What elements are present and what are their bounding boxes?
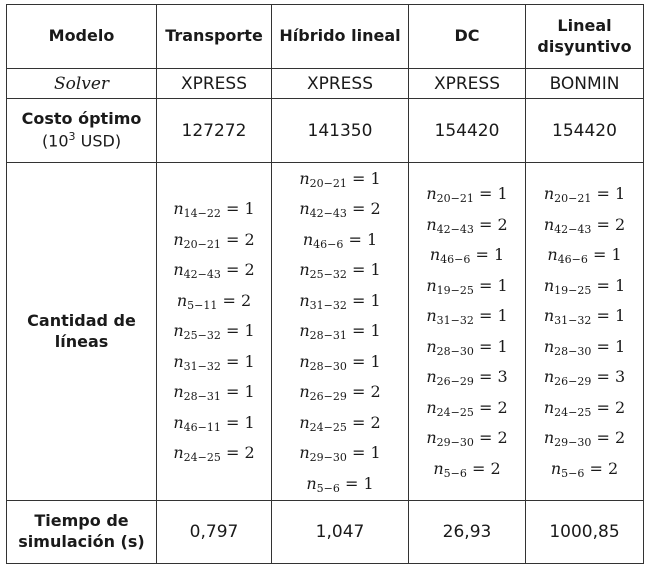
- lines-label-line1: Cantidad de: [27, 310, 136, 330]
- branch-subscript: 28−30: [554, 344, 592, 358]
- branch-subscript: 31−32: [309, 298, 347, 312]
- cost-value: 154420: [526, 99, 644, 163]
- variable-n: n: [299, 168, 310, 188]
- variable-n: n: [426, 214, 437, 234]
- solver-row: [7, 69, 644, 99]
- branch-subscript: 42−43: [554, 222, 592, 236]
- equals-sign: =: [346, 412, 371, 432]
- variable-n: n: [299, 382, 310, 402]
- line-count-equation: [530, 362, 639, 393]
- line-count-value: 1: [611, 245, 622, 265]
- branch-subscript: 5−6: [316, 481, 340, 495]
- line-count-value: 2: [614, 428, 626, 448]
- variable-n: n: [173, 443, 184, 463]
- branch-subscript: 28−30: [309, 359, 347, 373]
- equals-sign: =: [591, 397, 615, 417]
- line-count-equation: [530, 423, 639, 454]
- variable-n: n: [302, 229, 314, 249]
- variable-n: n: [543, 428, 555, 448]
- variable-n: n: [426, 275, 437, 295]
- branch-subscript: 46−6: [557, 253, 588, 267]
- time-label-line2: simulación (s): [18, 531, 145, 551]
- variable-n: n: [173, 260, 184, 280]
- variable-n: n: [426, 184, 437, 204]
- equals-sign: =: [220, 199, 245, 219]
- equals-sign: =: [470, 245, 494, 265]
- line-count-value: 1: [614, 306, 626, 326]
- line-count-equation: [161, 408, 267, 439]
- line-count-value: 1: [614, 275, 626, 295]
- branch-subscript: 31−32: [436, 314, 474, 328]
- branch-subscript: 26−29: [554, 375, 592, 389]
- variable-n: n: [299, 290, 310, 310]
- line-count-value: 2: [490, 458, 501, 478]
- line-count-value: 2: [497, 397, 508, 417]
- branch-subscript: 24−25: [436, 405, 474, 419]
- variable-n: n: [306, 473, 317, 493]
- line-count-value: 2: [614, 397, 626, 417]
- equals-sign: =: [346, 382, 371, 402]
- variable-n: n: [426, 397, 437, 417]
- equals-sign: =: [473, 336, 498, 356]
- header-dc: DC: [409, 5, 526, 69]
- line-count-value: 2: [607, 458, 619, 478]
- line-count-equation: [276, 286, 404, 317]
- branch-subscript: 19−25: [436, 283, 474, 297]
- branch-subscript: 46−6: [313, 237, 344, 251]
- equals-sign: =: [220, 260, 245, 280]
- equals-sign: =: [466, 458, 491, 478]
- line-count-equation: [276, 255, 404, 286]
- branch-subscript: 42−43: [183, 268, 221, 282]
- time-row: [7, 500, 644, 563]
- equals-sign: =: [591, 306, 615, 326]
- branch-subscript: 5−6: [443, 466, 467, 480]
- equals-sign: =: [346, 321, 371, 341]
- line-count-equation: [276, 194, 404, 225]
- branch-subscript: 20−21: [183, 237, 221, 251]
- branch-subscript: 24−25: [183, 451, 221, 465]
- cost-label-line2: [11, 130, 152, 152]
- lines-cell-transporte: [157, 163, 272, 501]
- branch-subscript: 31−32: [183, 359, 221, 373]
- equals-sign: =: [591, 214, 615, 234]
- branch-subscript: 29−30: [554, 436, 592, 450]
- branch-subscript: 5−6: [561, 466, 585, 480]
- line-count-equation: [530, 179, 639, 210]
- branch-subscript: 46−6: [440, 253, 471, 267]
- line-count-equation: [161, 255, 267, 286]
- lines-cell-disyuntivo: [526, 163, 644, 501]
- line-count-value: 1: [370, 443, 381, 463]
- equals-sign: =: [220, 229, 245, 249]
- line-count-value: 1: [366, 229, 378, 249]
- cost-label-line1: Costo óptimo: [21, 109, 142, 129]
- line-count-value: 1: [244, 321, 255, 341]
- time-value: 0,797: [157, 500, 272, 563]
- line-count-equation: [530, 332, 639, 363]
- equals-sign: =: [220, 443, 245, 463]
- variable-n: n: [176, 290, 188, 310]
- variable-n: n: [173, 412, 184, 432]
- line-count-value: 2: [497, 214, 508, 234]
- equals-sign: =: [591, 428, 615, 448]
- header-hibrido-lineal: Híbrido lineal: [272, 5, 409, 69]
- line-count-equation: [413, 301, 521, 332]
- line-count-equation: [161, 194, 267, 225]
- line-count-equation: [161, 377, 267, 408]
- equals-sign: =: [473, 306, 498, 326]
- line-count-equation: [530, 301, 639, 332]
- branch-subscript: 46−11: [183, 420, 221, 434]
- variable-n: n: [173, 229, 184, 249]
- solver-value: XPRESS: [409, 69, 526, 99]
- equals-sign: =: [346, 199, 371, 219]
- equals-sign: =: [591, 367, 615, 387]
- line-count-value: 1: [370, 351, 381, 371]
- equals-sign: =: [473, 214, 498, 234]
- line-count-equation: [413, 423, 521, 454]
- equals-sign: =: [591, 336, 615, 356]
- results-table: [6, 4, 644, 564]
- equals-sign: =: [220, 382, 245, 402]
- line-count-value: 1: [497, 275, 508, 295]
- branch-subscript: 42−43: [436, 222, 474, 236]
- solver-value: XPRESS: [272, 69, 409, 99]
- line-count-value: 2: [240, 290, 252, 310]
- header-modelo: Modelo: [7, 5, 157, 69]
- variable-n: n: [543, 306, 555, 326]
- branch-subscript: 31−32: [554, 314, 592, 328]
- line-count-value: 1: [244, 412, 255, 432]
- variable-n: n: [173, 321, 184, 341]
- line-count-value: 1: [614, 336, 626, 356]
- variable-n: n: [426, 428, 437, 448]
- variable-n: n: [543, 275, 555, 295]
- branch-subscript: 25−32: [183, 329, 221, 343]
- cost-value: 154420: [409, 99, 526, 163]
- equals-sign: =: [346, 260, 371, 280]
- branch-subscript: 25−32: [309, 268, 347, 282]
- line-count-value: 1: [363, 473, 374, 493]
- line-count-value: 1: [497, 184, 508, 204]
- header-lineal-disyuntivo: Lineal disyuntivo: [526, 5, 644, 69]
- line-count-value: 1: [244, 382, 255, 402]
- variable-n: n: [543, 214, 555, 234]
- lines-cell-dc: [409, 163, 526, 501]
- line-count-equation: [276, 377, 404, 408]
- cost-unit-prefix: (10: [41, 131, 69, 151]
- line-count-equation: [161, 438, 267, 469]
- variable-n: n: [299, 199, 310, 219]
- line-count-equation: [276, 347, 404, 378]
- solver-value: XPRESS: [157, 69, 272, 99]
- line-count-equation: [276, 164, 404, 195]
- equals-sign: =: [473, 184, 498, 204]
- line-count-value: 2: [370, 382, 381, 402]
- line-count-equation: [413, 179, 521, 210]
- line-count-equation: [413, 332, 521, 363]
- time-value: 26,93: [409, 500, 526, 563]
- equals-sign: =: [220, 321, 245, 341]
- time-label: [7, 500, 157, 563]
- branch-subscript: 29−30: [309, 451, 347, 465]
- line-count-value: 1: [244, 351, 255, 371]
- line-count-equation: [161, 225, 267, 256]
- line-count-equation: [530, 210, 639, 241]
- cost-unit-suffix: USD): [75, 131, 122, 151]
- branch-subscript: 24−25: [554, 405, 592, 419]
- equals-sign: =: [473, 367, 498, 387]
- line-count-value: 2: [244, 229, 255, 249]
- cost-unit-exponent: 3: [68, 130, 76, 144]
- branch-subscript: 20−21: [309, 176, 347, 190]
- equals-sign: =: [591, 184, 615, 204]
- variable-n: n: [299, 412, 310, 432]
- branch-subscript: 19−25: [554, 283, 592, 297]
- equals-sign: =: [473, 275, 498, 295]
- variable-n: n: [173, 382, 184, 402]
- line-count-value: 1: [244, 199, 255, 219]
- line-count-value: 1: [370, 290, 381, 310]
- equals-sign: =: [473, 428, 498, 448]
- lines-label: [7, 163, 157, 501]
- branch-subscript: 5−11: [187, 298, 218, 312]
- line-count-value: 2: [244, 260, 255, 280]
- variable-n: n: [543, 367, 555, 387]
- line-count-equation: [276, 469, 404, 500]
- line-count-equation: [161, 316, 267, 347]
- header-transporte: Transporte: [157, 5, 272, 69]
- variable-n: n: [547, 245, 558, 265]
- line-count-equation: [276, 225, 404, 256]
- cost-label: [7, 99, 157, 163]
- line-count-equation: [413, 210, 521, 241]
- variable-n: n: [433, 458, 444, 478]
- line-count-equation: [530, 454, 639, 485]
- lines-cell-hibrido: [272, 163, 409, 501]
- line-count-value: 1: [493, 245, 505, 265]
- line-count-value: 2: [370, 412, 381, 432]
- time-value: 1000,85: [526, 500, 644, 563]
- header-row: [7, 5, 644, 69]
- line-count-equation: [413, 271, 521, 302]
- variable-n: n: [426, 367, 437, 387]
- variable-n: n: [426, 336, 437, 356]
- equals-sign: =: [346, 168, 371, 188]
- line-count-equation: [413, 362, 521, 393]
- branch-subscript: 28−31: [309, 329, 347, 343]
- branch-subscript: 28−30: [436, 344, 474, 358]
- equals-sign: =: [220, 351, 245, 371]
- branch-subscript: 24−25: [309, 420, 347, 434]
- line-count-equation: [530, 393, 639, 424]
- line-count-equation: [530, 240, 639, 271]
- line-count-equation: [530, 271, 639, 302]
- equals-sign: =: [339, 473, 364, 493]
- equals-sign: =: [346, 290, 371, 310]
- line-count-value: 3: [497, 367, 508, 387]
- cost-value: 127272: [157, 99, 272, 163]
- line-count-value: 2: [614, 214, 626, 234]
- line-count-value: 1: [370, 321, 381, 341]
- variable-n: n: [429, 245, 441, 265]
- variable-n: n: [299, 260, 310, 280]
- line-count-value: 1: [614, 184, 626, 204]
- variable-n: n: [299, 321, 310, 341]
- line-count-value: 3: [614, 367, 626, 387]
- equals-sign: =: [584, 458, 608, 478]
- line-count-equation: [413, 454, 521, 485]
- equals-sign: =: [220, 412, 245, 432]
- solver-value: BONMIN: [526, 69, 644, 99]
- equals-sign: =: [473, 397, 498, 417]
- branch-subscript: 42−43: [309, 207, 347, 221]
- line-count-value: 1: [497, 336, 508, 356]
- line-count-value: 2: [497, 428, 508, 448]
- line-count-equation: [413, 240, 521, 271]
- line-count-value: 1: [497, 306, 508, 326]
- line-count-equation: [161, 347, 267, 378]
- lines-label-line2: líneas: [54, 331, 109, 351]
- time-label-line1: Tiempo de: [34, 511, 129, 531]
- variable-n: n: [543, 336, 555, 356]
- line-count-equation: [276, 316, 404, 347]
- line-count-value: 1: [370, 260, 381, 280]
- branch-subscript: 20−21: [554, 192, 592, 206]
- branch-subscript: 28−31: [183, 390, 221, 404]
- variable-n: n: [173, 351, 184, 371]
- variable-n: n: [543, 397, 555, 417]
- variable-n: n: [299, 351, 310, 371]
- equals-sign: =: [217, 290, 241, 310]
- line-count-equation: [161, 286, 267, 317]
- time-value: 1,047: [272, 500, 409, 563]
- lines-row: [7, 163, 644, 501]
- cost-value: 141350: [272, 99, 409, 163]
- line-count-equation: [276, 408, 404, 439]
- line-count-equation: [413, 393, 521, 424]
- equals-sign: =: [346, 443, 371, 463]
- branch-subscript: 26−29: [436, 375, 474, 389]
- solver-label: Solver: [7, 69, 157, 99]
- line-count-value: 1: [370, 168, 381, 188]
- variable-n: n: [299, 443, 310, 463]
- equals-sign: =: [346, 351, 371, 371]
- branch-subscript: 26−29: [309, 390, 347, 404]
- variable-n: n: [426, 306, 437, 326]
- branch-subscript: 20−21: [436, 192, 474, 206]
- line-count-equation: [276, 438, 404, 469]
- variable-n: n: [543, 184, 555, 204]
- branch-subscript: 29−30: [436, 436, 474, 450]
- equals-sign: =: [591, 275, 615, 295]
- line-count-value: 2: [244, 443, 255, 463]
- cost-row: [7, 99, 644, 163]
- line-count-value: 2: [370, 199, 381, 219]
- branch-subscript: 14−22: [183, 207, 221, 221]
- variable-n: n: [550, 458, 562, 478]
- variable-n: n: [173, 199, 184, 219]
- equals-sign: =: [343, 229, 367, 249]
- equals-sign: =: [587, 245, 612, 265]
